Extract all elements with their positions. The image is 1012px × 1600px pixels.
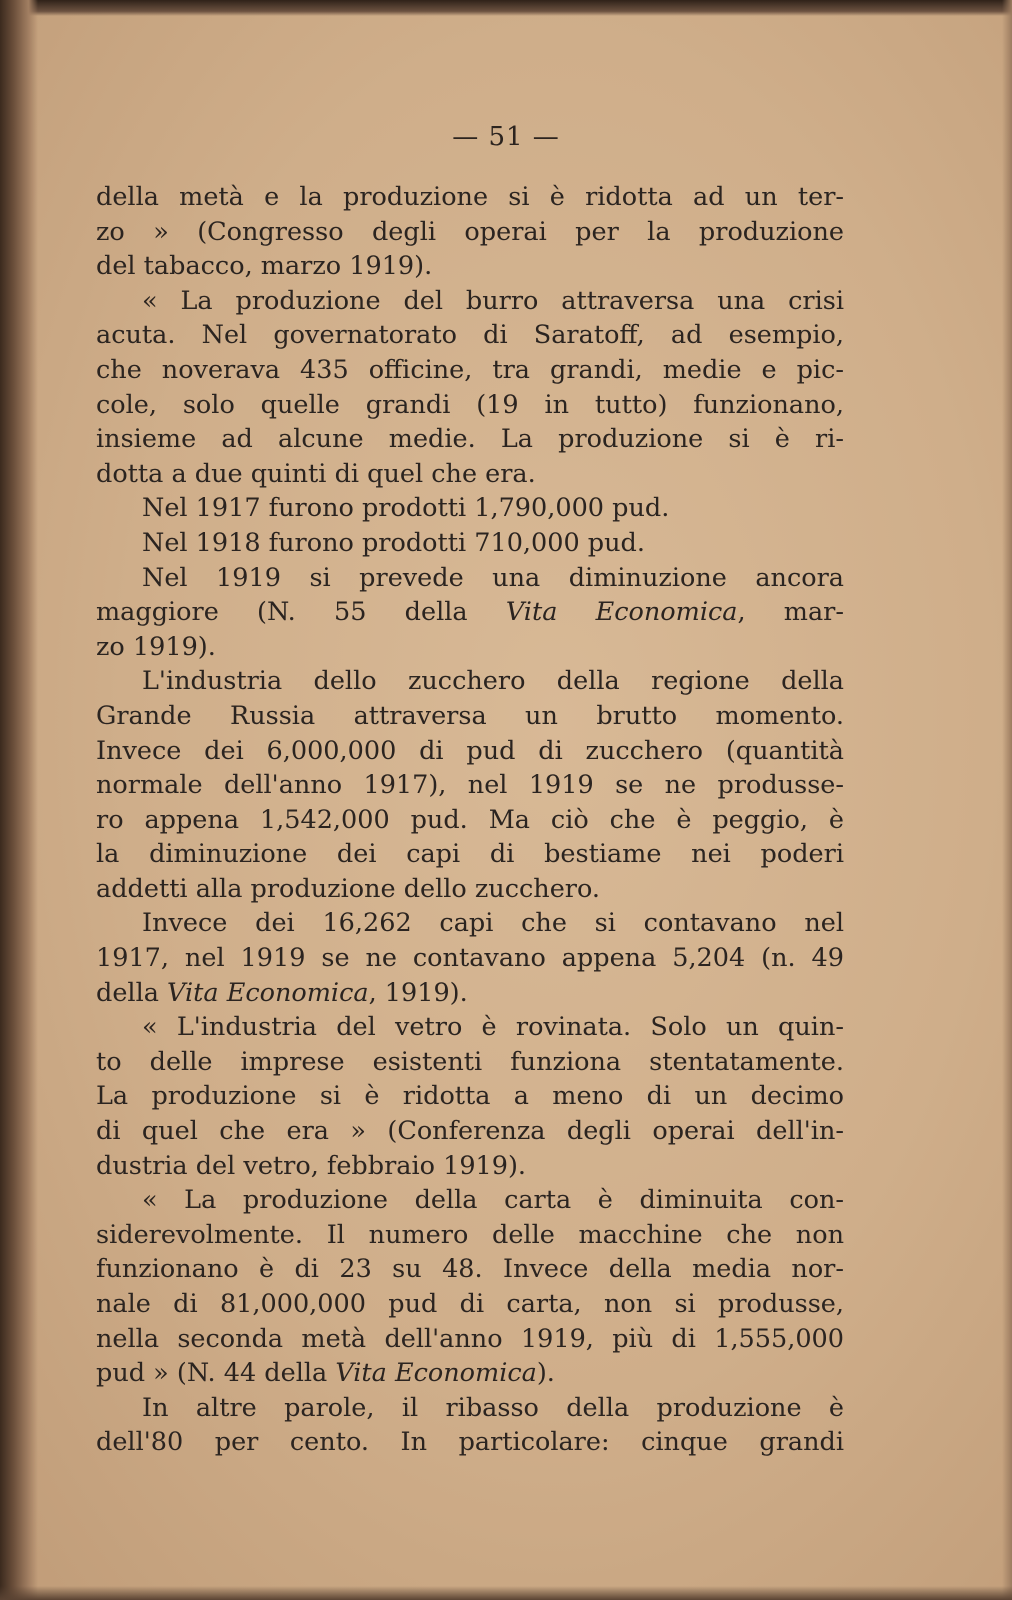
text-line xyxy=(96,1183,844,1218)
text-line xyxy=(96,768,844,803)
text-segment: del tabacco, marzo 1919). xyxy=(96,251,433,282)
text-line xyxy=(96,526,844,561)
text-segment: nale di 81,000,000 pud di carta, non si produsse, xyxy=(96,1289,844,1319)
italic-title: Vita Economica xyxy=(505,597,738,628)
text-segment: « L'industria del vetro è rovinata. Solo un quin- xyxy=(142,1012,844,1043)
text-segment: della metà e la produzione si è ridotta ad un ter- xyxy=(96,182,844,212)
text-segment: zo 1919). xyxy=(96,631,216,662)
text-segment: dotta a due quinti di quel che era. xyxy=(96,458,536,489)
text-segment: ro appena 1,542,000 pud. Ma ciò che è peggio, è xyxy=(96,804,844,835)
text-segment: acuta. Nel governatorato di Saratoff, ad esempio, xyxy=(96,320,844,351)
text-line xyxy=(96,1079,844,1114)
text-line xyxy=(96,1149,844,1184)
text-line xyxy=(96,422,844,457)
text-line xyxy=(96,353,844,388)
text-line xyxy=(96,906,844,941)
text-line xyxy=(96,1114,844,1149)
text-line xyxy=(96,1322,844,1357)
page-number: — 51 — xyxy=(452,122,560,152)
text-line xyxy=(96,561,844,596)
text-line xyxy=(96,284,844,319)
text-line xyxy=(96,1287,844,1322)
text-segment: Invece dei 6,000,000 di pud di zucchero (quantità xyxy=(96,735,844,766)
body-text xyxy=(96,180,844,1460)
text-segment: , mar- xyxy=(737,597,844,628)
text-line xyxy=(96,388,844,423)
text-line xyxy=(96,1010,844,1045)
text-line xyxy=(96,803,844,838)
page-top-edge xyxy=(0,0,1012,16)
text-line xyxy=(96,457,844,492)
text-line xyxy=(96,941,844,976)
text-segment: di quel che era » (Conferenza degli operai dell'in- xyxy=(96,1116,844,1147)
italic-title: Vita Economica xyxy=(335,1358,537,1389)
text-segment: che noverava 435 officine, tra grandi, medie e pic- xyxy=(96,354,844,385)
text-line xyxy=(96,699,844,734)
text-segment: siderevolmente. Il numero delle macchine che non xyxy=(96,1219,844,1250)
text-segment: Nel 1919 si prevede una diminuzione ancora xyxy=(142,562,844,593)
text-segment: dustria del vetro, febbraio 1919). xyxy=(96,1150,527,1181)
text-line xyxy=(96,1425,844,1460)
text-segment: zo » (Congresso degli operai per la produzione xyxy=(96,216,844,247)
text-line xyxy=(96,1252,844,1287)
text-segment: Nel 1918 furono prodotti 710,000 pud. xyxy=(142,527,645,558)
text-line xyxy=(96,1045,844,1080)
text-line xyxy=(96,664,844,699)
page-bottom-edge xyxy=(0,1586,1012,1600)
text-segment: pud » (N. 44 della xyxy=(96,1358,336,1389)
text-segment: Nel 1917 furono prodotti 1,790,000 pud. xyxy=(142,493,670,524)
text-segment: normale dell'anno 1917), nel 1919 se ne produsse- xyxy=(96,770,844,801)
text-segment: In altre parole, il ribasso della produzione è xyxy=(142,1392,844,1423)
text-segment: to delle imprese esistenti funziona stentatamente. xyxy=(96,1046,844,1077)
text-line xyxy=(96,837,844,872)
italic-title: Vita Economica xyxy=(167,977,369,1008)
text-segment: addetti alla produzione dello zucchero. xyxy=(96,873,601,904)
text-line xyxy=(96,215,844,250)
text-line xyxy=(96,1356,844,1391)
text-line xyxy=(96,595,844,630)
text-line xyxy=(96,872,844,907)
text-segment: la diminuzione dei capi di bestiame nei poderi xyxy=(96,839,844,870)
text-segment: La produzione si è ridotta a meno di un decimo xyxy=(96,1081,844,1112)
book-spine-shadow xyxy=(0,0,38,1600)
text-segment: cole, solo quelle grandi (19 in tutto) funzionano, xyxy=(96,389,844,420)
text-segment: dell'80 per cento. In particolare: cinque grandi xyxy=(96,1427,844,1458)
text-segment: « La produzione della carta è diminuita con- xyxy=(142,1185,844,1216)
text-segment: nella seconda metà dell'anno 1919, più di 1,555,000 xyxy=(96,1323,844,1354)
text-segment: , 1919). xyxy=(368,977,468,1008)
text-segment: ). xyxy=(536,1358,555,1389)
text-segment: insieme ad alcune medie. La produzione si è ri- xyxy=(96,424,844,455)
text-segment: Grande Russia attraversa un brutto momento. xyxy=(96,700,844,731)
text-line xyxy=(96,976,844,1011)
text-line xyxy=(96,318,844,353)
text-segment: L'industria dello zucchero della regione della xyxy=(142,666,844,697)
text-line xyxy=(96,1218,844,1253)
text-segment: maggiore (N. 55 della xyxy=(96,597,506,628)
text-line xyxy=(96,1391,844,1426)
text-line xyxy=(96,630,844,665)
text-segment: funzionano è di 23 su 48. Invece della media nor- xyxy=(96,1254,844,1285)
text-line xyxy=(96,249,844,284)
text-segment: Invece dei 16,262 capi che si contavano nel xyxy=(142,908,844,939)
text-line xyxy=(96,734,844,769)
text-line xyxy=(96,180,844,215)
text-segment: « La produzione del burro attraversa una crisi xyxy=(142,285,844,316)
page-right-edge xyxy=(1002,0,1012,1600)
text-line xyxy=(96,491,844,526)
text-segment: della xyxy=(96,977,168,1008)
text-segment: 1917, nel 1919 se ne contavano appena 5,204 (n. 49 xyxy=(96,943,844,974)
